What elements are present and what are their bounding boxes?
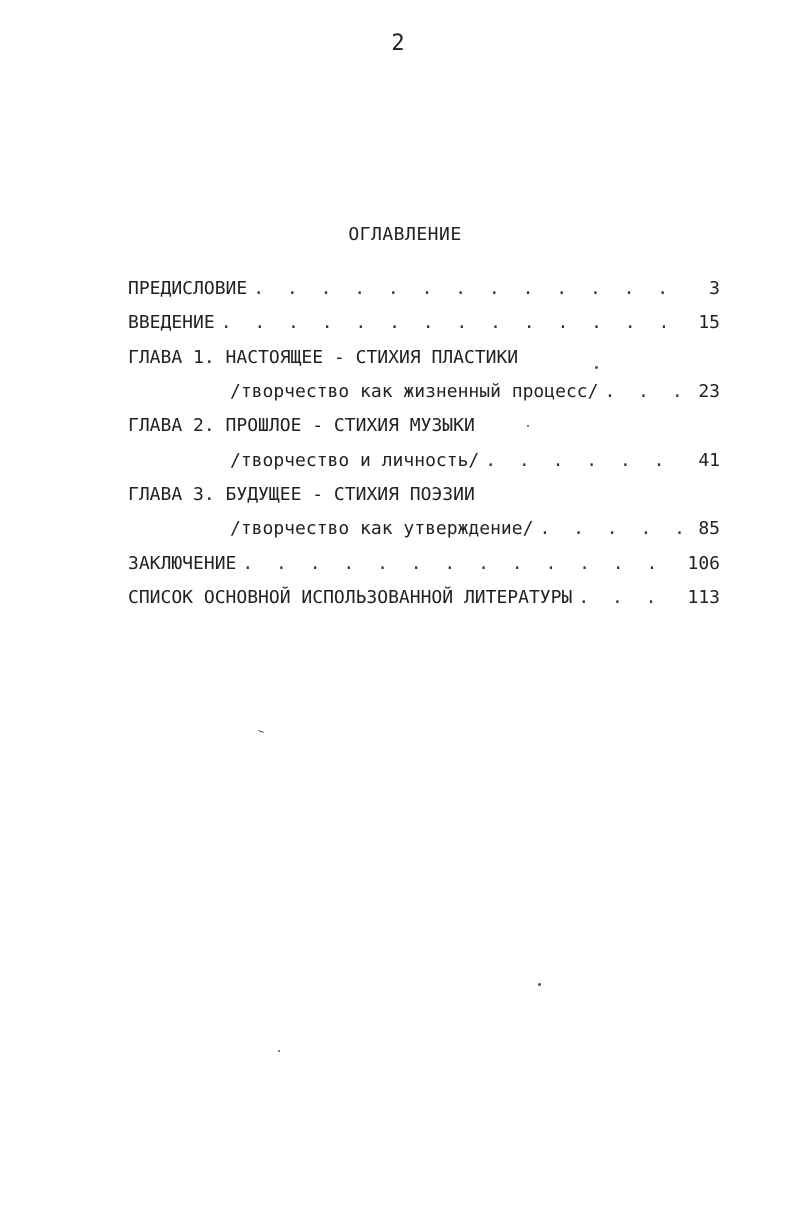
toc-leader-dots	[253, 276, 682, 302]
toc-title: ОГЛАВЛЕНИЕ	[348, 224, 462, 245]
toc-leader-dots	[578, 585, 682, 611]
toc-entry-chapter-1-subtitle	[128, 375, 720, 409]
toc-chapter-number: ГЛАВА 1.	[128, 346, 215, 368]
toc-leader-dots	[221, 310, 682, 336]
toc-chapter-number: ГЛАВА 3.	[128, 483, 215, 505]
table-of-contents	[128, 272, 720, 615]
toc-entry-page: 113	[687, 586, 720, 608]
toc-entry-label: СПИСОК ОСНОВНОЙ ИСПОЛЬЗОВАННОЙ ЛИТЕРАТУРЫ	[128, 585, 578, 611]
toc-entry-page: 106	[687, 552, 720, 574]
toc-leader-dots	[604, 379, 682, 405]
toc-entry-page: 15	[698, 312, 720, 334]
toc-entry-chapter-2-heading	[128, 409, 720, 443]
toc-entry-chapter-2-subtitle	[128, 443, 720, 477]
toc-entry-conclusion	[128, 546, 720, 580]
toc-entry-page: 41	[698, 449, 720, 471]
toc-chapter-heading: НАСТОЯЩЕЕ - СТИХИЯ ПЛАСТИКИ	[225, 346, 519, 368]
toc-leader-dots	[242, 551, 682, 577]
toc-chapter-number: ГЛАВА 2.	[128, 415, 215, 437]
toc-entry-preface	[128, 272, 720, 306]
toc-entry-chapter-3-subtitle	[128, 512, 720, 546]
scan-speck	[278, 1050, 280, 1052]
toc-chapter-heading: ПРОШЛОЕ - СТИХИЯ МУЗЫКИ	[225, 415, 475, 437]
toc-entry-page: 3	[709, 278, 720, 300]
toc-entry-introduction	[128, 306, 720, 340]
toc-entry-page: 23	[698, 381, 720, 403]
scan-speck	[595, 366, 598, 369]
toc-entry-label: ЗАКЛЮЧЕНИЕ	[128, 551, 242, 577]
toc-entry-chapter-1-heading	[128, 341, 720, 375]
toc-leader-dots	[485, 448, 682, 474]
page-number: 2	[391, 31, 405, 56]
toc-entry-label: ВВЕДЕНИЕ	[128, 310, 221, 336]
scan-speck	[527, 425, 529, 427]
toc-entry-chapter-3-heading	[128, 478, 720, 512]
toc-entry-bibliography	[128, 581, 720, 615]
toc-leader-dots	[539, 516, 682, 542]
toc-chapter-subtitle: /творчество как утверждение/	[230, 516, 539, 542]
toc-entry-label: ПРЕДИСЛОВИЕ	[128, 276, 253, 302]
toc-chapter-subtitle: /творчество как жизненный процесс/	[230, 379, 604, 405]
toc-entry-page: 85	[698, 518, 720, 540]
toc-chapter-subtitle: /творчество и личность/	[230, 448, 485, 474]
scan-speck	[258, 730, 264, 733]
toc-chapter-heading: БУДУЩЕЕ - СТИХИЯ ПОЭЗИИ	[225, 483, 475, 505]
scan-speck	[538, 983, 541, 986]
